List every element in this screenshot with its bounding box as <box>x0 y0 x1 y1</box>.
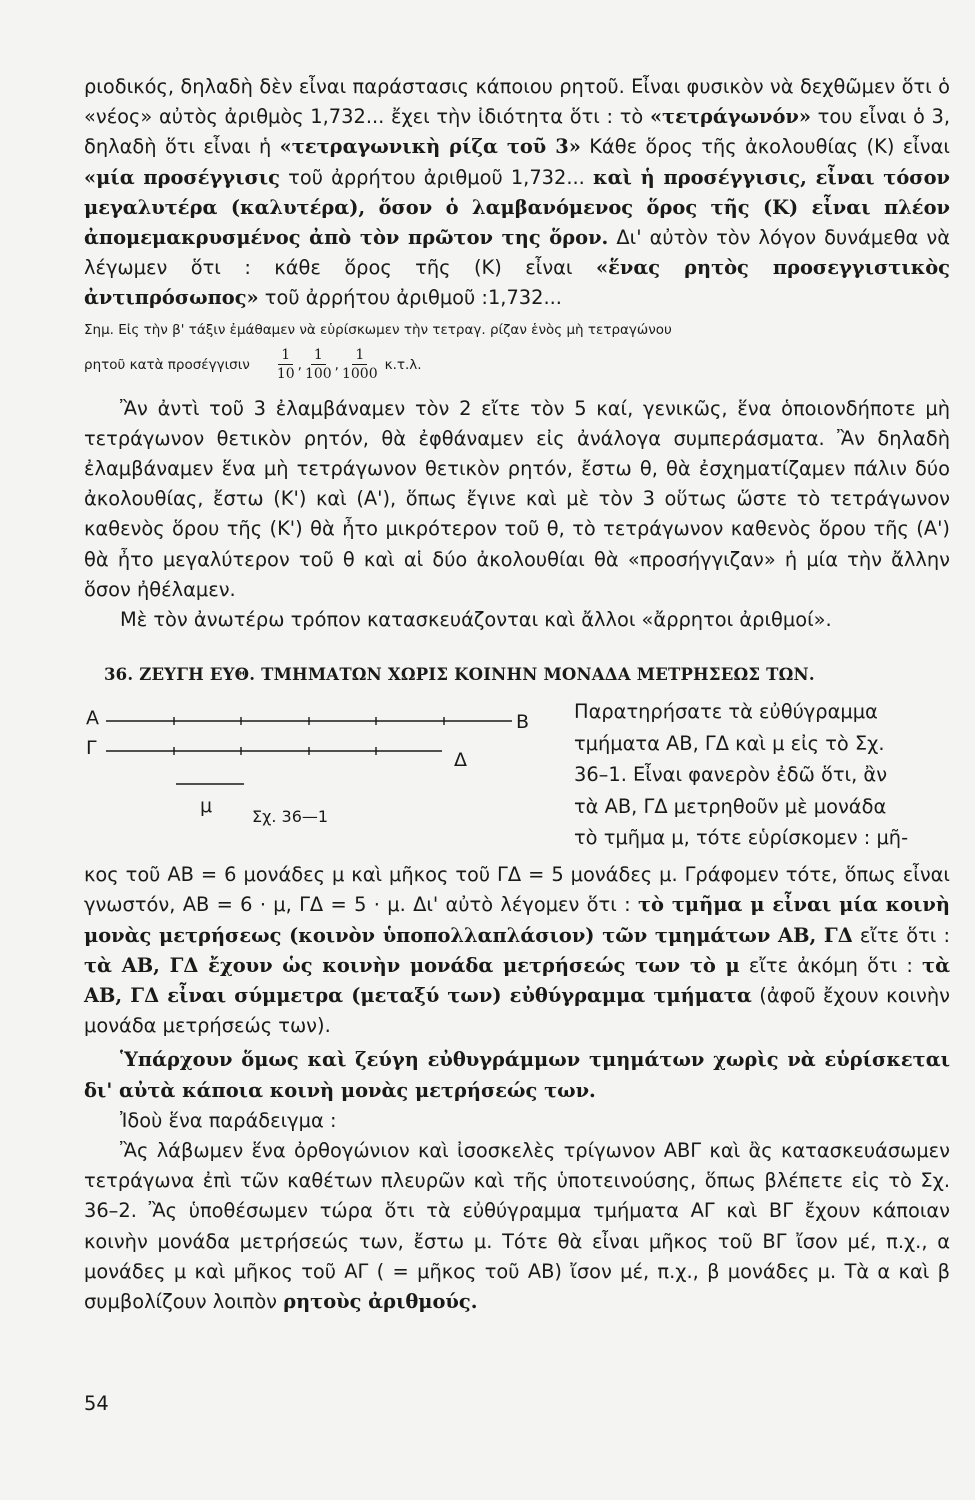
label-B: Β <box>516 711 530 734</box>
label-mu: μ <box>200 795 213 818</box>
fraction-tenth: $\frac{1}{10}$ <box>276 347 295 383</box>
paragraph-other-irrationals: Μὲ τὸν ἀνωτέρω τρόπον κατασκευάζονται καὶ ἄλλοι «ἄρρητοι ἀριθμοί». <box>120 608 832 632</box>
book-page <box>84 72 950 1317</box>
paragraph-general-case: Ἂν ἀντὶ τοῦ 3 ἐλαμβάναμεν τὸν 2 εἴτε τὸν 5 καί, γενικῶς, ἕνα ὁποιονδήποτε μὴ τετράγωνον θετικὸν ρητόν, θὰ ἐφθάναμεν εἰς ἀνάλογα συμπεράσματα. Ἂν δηλαδὴ ἐλαμβάναμεν ἕνα μὴ τετράγωνον θετικὸν ρητόν, ἔστω θ, θὰ ἐσχηματίζαμεν πάλιν δύο ἀκολουθίας, ἔστω (Κ') καὶ (Α'), ὅπως ἔγινε καὶ μὲ τὸν 3 οὕτως ὥστε τὸ τετράγωνον καθενὸς ὅρου τῆς (Κ') θὰ ἦτο μικρότερον τοῦ θ, τὸ τετράγωνον καθενὸς ὅρου τῆς (Α') θὰ ἦτο μεγαλύτερον τοῦ θ καὶ αἱ δύο ἀκολουθίαι θὰ «προσήγγιζαν» ἡ μία τὴν ἄλλην ὅσον ἠθέλαμεν. <box>84 396 950 601</box>
paragraph-common-unit: κος τοῦ ΑΒ = 6 μονάδες μ καὶ μῆκος τοῦ ΓΔ = 5 μονάδες μ. Γράφομεν τότε, ὅπως εἶναι γνωστόν, ΑΒ = 6 · μ, ΓΔ = 5 · μ. Δι' αὐτὸ λέγομεν ὅτι : τὸ τμῆμα μ εἶναι μία κοινὴ μονὰς μετρήσεως (κοινὸν ὑποπολλαπλάσιον) τῶν τμημάτων ΑΒ, ΓΔ εἴτε ὅτι : τὰ ΑΒ, ΓΔ ἔχουν ὡς κοινὴν μονάδα μετρήσεώς των τὸ μ εἴτε ἀκόμη ὅτι : τὰ ΑΒ, ΓΔ εἶναι σύμμετρα (μεταξύ των) εὐθύγραμμα τμήματα (ἀφοῦ ἔχουν κοινὴν μονάδα μετρήσεώς των). <box>84 863 950 1038</box>
footnote-text: ρητοῦ κατὰ προσέγγισιν <box>84 356 250 373</box>
paragraph-example: Ἂς λάβωμεν ἕνα ὀρθογώνιον καὶ ἰσοσκελὲς τρίγωνον ΑΒΓ καὶ ἂς κατασκευάσωμεν τετράγωνα ἐπὶ τῶν καθέτων πλευρῶν καὶ τῆς ὑποτεινούσης, ὅπως βλέπετε εἰς τὸ Σχ. 36–2. Ἂς ὑποθέσωμεν τώρα ὅτι τὰ εὐθύγραμμα τμήματα ΑΓ καὶ ΒΓ ἔχουν κάποιαν κοινὴν μονάδα μετρήσεώς των, ἔστω μ. Τότε θὰ εἶναι μῆκος τοῦ ΒΓ ἴσον μέ, π.χ., α μονάδες μ καὶ μῆκος τοῦ ΑΓ ( = μῆκος τοῦ ΑΒ) ἴσον μέ, π.χ., β μονάδες μ. Τὰ α καὶ β συμβολίζουν λοιπὸν ρητοὺς ἀριθμούς. <box>84 1139 950 1314</box>
paragraph-irrational-approximation: ριοδικός, δηλαδὴ δὲν εἶναι παράστασις κάποιου ρητοῦ. Εἶναι φυσικὸν νὰ δεχθῶμεν ὅτι ὁ «νέος» αὐτὸς ἀριθμὸς 1,732... ἔχει τὴν ἰδιότητα ὅτι : τὸ «τετράγωνόν» του εἶναι ὁ 3, δηλαδὴ ὅτι εἶναι ἡ «τετραγωνικὴ ρίζα τοῦ 3» Κάθε ὅρος τῆς ἀκολουθίας (Κ) εἶναι «μία προσέγγισις τοῦ ἀρρήτου ἀριθμοῦ 1,732... καὶ ἡ προσέγγισις, εἶναι τόσον μεγαλυτέρα (καλυτέρα), ὅσον ὁ λαμβανόμενος ὅρος τῆς (Κ) εἶναι πλέον ἀπομεμακρυσμένος ἀπὸ τὸν πρῶτον της ὅρον. Δι' αὐτὸν τὸν λόγον δυνάμεθα νὰ λέγωμεν ὅτι : κάθε ὅρος τῆς (Κ) εἶναι «ἕνας ρητὸς προσεγγιστικὸς ἀντιπρόσωπος» τοῦ ἀρρήτου ἀριθμοῦ :1,732... <box>84 75 950 310</box>
paragraph-example-intro: Ἰδοὺ ἕνα παράδειγμα : <box>120 1108 337 1132</box>
section-heading: 36. ΖΕΥΓΗ ΕΥΘ. ΤΜΗΜΑΤΩΝ ΧΩΡΙΣ ΚΟΙΝΗΝ ΜΟΝΑΔΑ ΜΕΤΡΗΣΕΩΣ ΤΩΝ. <box>104 665 815 685</box>
figure-caption: Σχ. 36—1 <box>252 807 329 827</box>
figure-row <box>84 696 950 856</box>
label-D: Δ <box>454 749 467 772</box>
page-number: 54 <box>84 1392 109 1415</box>
fraction-hundredth: $\frac{1}{100}$ <box>304 347 332 383</box>
label-A: Α <box>86 707 99 730</box>
fraction-thousandth: $\frac{1}{1000}$ <box>341 347 378 383</box>
figure-36-1 <box>84 696 554 856</box>
footnote-fractions: ρητοῦ κατὰ προσέγγισιν $\frac{1}{10}$ , $\frac{1}{100}$ , $\frac{1}{1000}$ κ.τ.λ. <box>84 347 422 383</box>
footnote-line: Σημ. Εἰς τὴν β' τάξιν ἐμάθαμεν νὰ εὑρίσκωμεν τὴν τετραγ. ρίζαν ἑνὸς μὴ τετραγώνου <box>84 321 672 338</box>
figure-side-text: Παρατηρήσατε τὰ εὐθύγραμμα τμήματα ΑΒ, ΓΔ καὶ μ εἰς τὸ Σχ. 36–1. Εἶναι φανερὸν ἐδῶ ὅτι, ἂν τὰ ΑΒ, ΓΔ μετρηθοῦν μὲ μονάδα τὸ τμῆμα μ, τότε εὑρίσκομεν : μῆ- <box>574 700 909 850</box>
label-G: Γ <box>86 737 97 760</box>
paragraph-no-common-unit: Ὑπάρχουν ὅμως καὶ ζεύγη εὐθυγράμμων τμημάτων χωρὶς νὰ εὑρίσκεται δι' αὐτὰ κάποια κοινὴ μονὰς μετρήσεώς των. <box>84 1048 950 1102</box>
